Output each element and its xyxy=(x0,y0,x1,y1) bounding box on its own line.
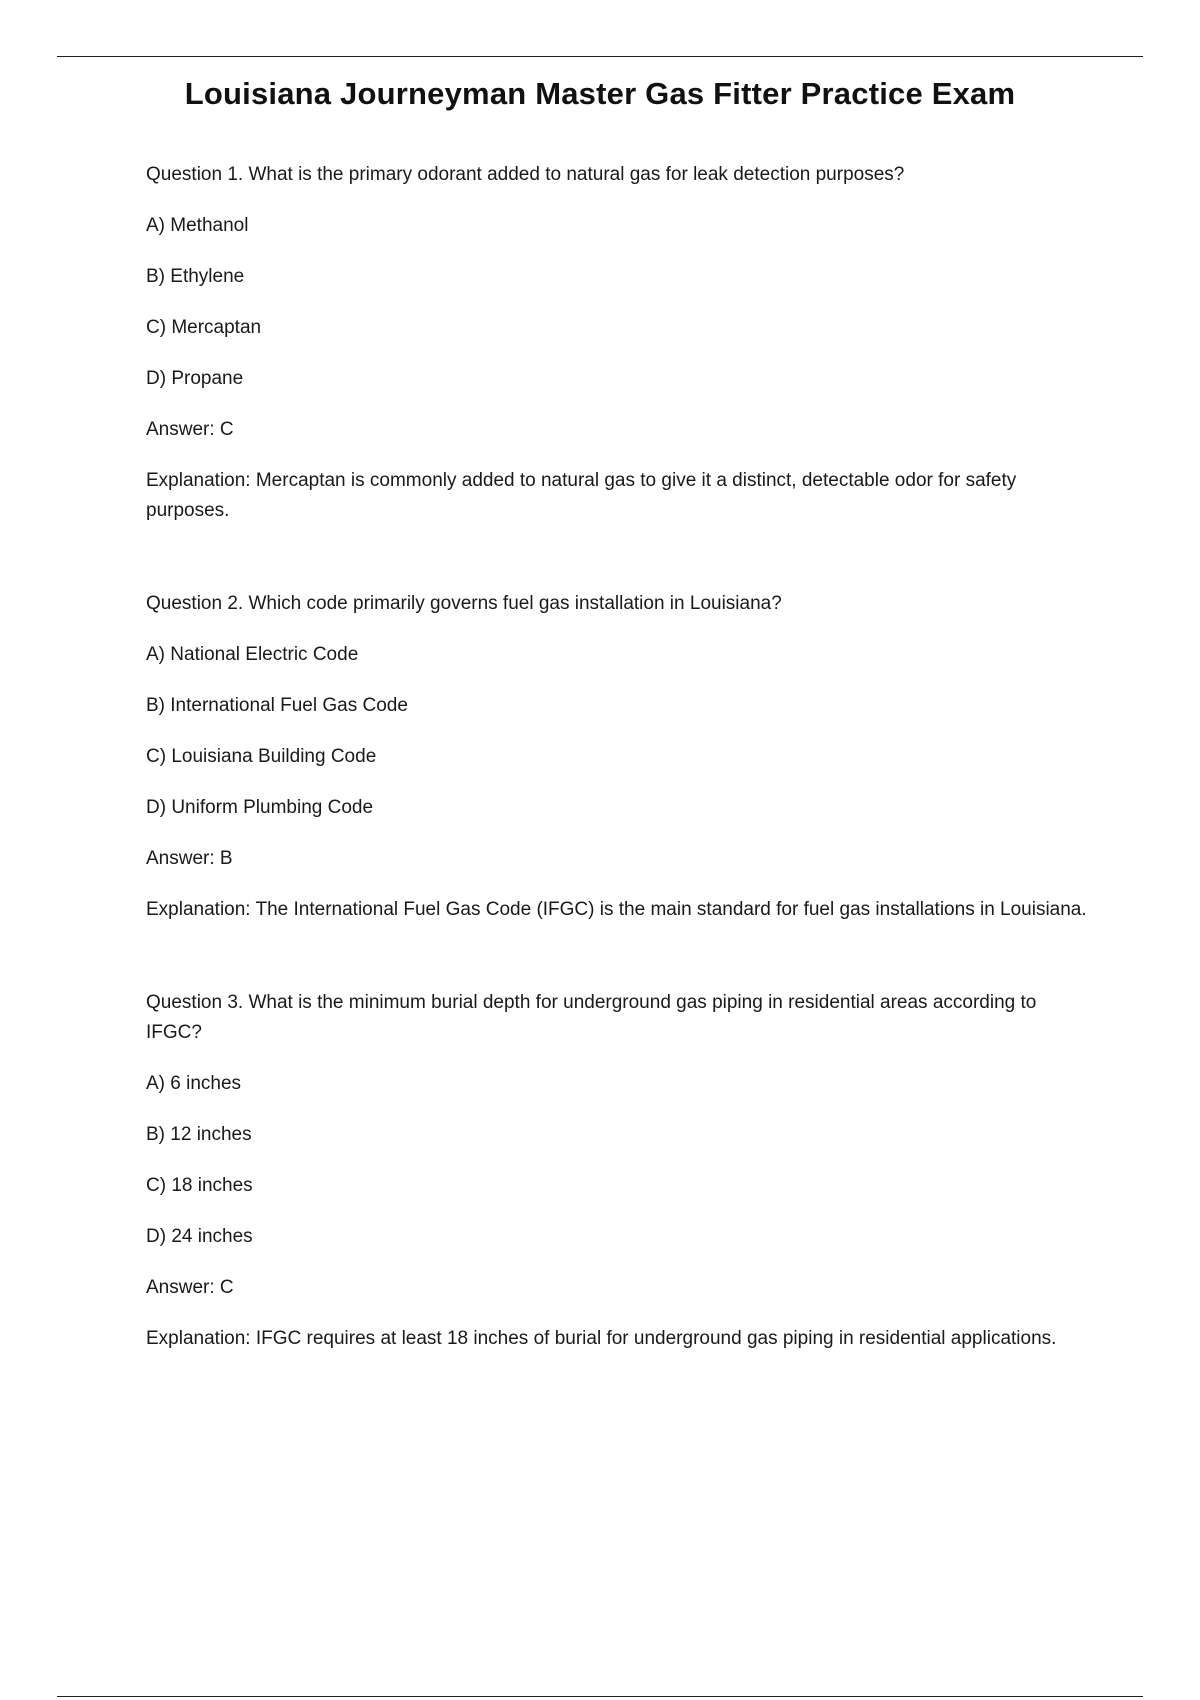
question-2 xyxy=(146,589,1096,925)
explanation: Explanation: The International Fuel Gas Code (IFGC) is the main standard for fuel gas installations in Louisiana. xyxy=(146,899,1087,920)
question-1 xyxy=(146,160,1096,526)
answer: Answer: C xyxy=(146,419,234,440)
question-text: Question 1. What is the primary odorant added to natural gas for leak detection purposes? xyxy=(146,164,905,185)
option-c: C) 18 inches xyxy=(146,1175,253,1196)
question-text: Question 2. Which code primarily governs fuel gas installation in Louisiana? xyxy=(146,593,782,614)
option-a: A) Methanol xyxy=(146,215,249,236)
question-list xyxy=(146,160,1096,1417)
question-3 xyxy=(146,988,1096,1354)
option-d: D) Propane xyxy=(146,368,244,389)
explanation: Explanation: IFGC requires at least 18 inches of burial for underground gas piping in residential applications. xyxy=(146,1328,1057,1349)
option-c: C) Mercaptan xyxy=(146,317,262,338)
option-d: D) 24 inches xyxy=(146,1226,253,1247)
option-b: B) 12 inches xyxy=(146,1124,252,1145)
option-c: C) Louisiana Building Code xyxy=(146,746,377,767)
question-text: Question 3. What is the minimum burial depth for underground gas piping in residential areas according to IFGC? xyxy=(146,992,1037,1043)
explanation: Explanation: Mercaptan is commonly added to natural gas to give it a distinct, detectable odor for safety purposes. xyxy=(146,470,1017,521)
answer: Answer: B xyxy=(146,848,233,869)
top-rule xyxy=(57,56,1143,57)
option-a: A) 6 inches xyxy=(146,1073,242,1094)
page-title: Louisiana Journeyman Master Gas Fitter Practice Exam xyxy=(184,76,1016,111)
bottom-rule xyxy=(57,1696,1143,1697)
option-d: D) Uniform Plumbing Code xyxy=(146,797,374,818)
option-b: B) Ethylene xyxy=(146,266,245,287)
answer: Answer: C xyxy=(146,1277,234,1298)
option-a: A) National Electric Code xyxy=(146,644,359,665)
option-b: B) International Fuel Gas Code xyxy=(146,695,408,716)
